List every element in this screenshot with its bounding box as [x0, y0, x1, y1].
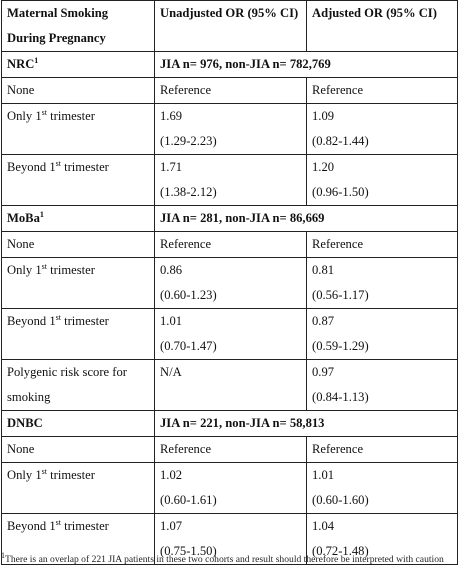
table-footnote: $^1$There is an overlap of 221 JIA patients in these two cohorts and result should therefore be interpreted with caution: [1, 550, 444, 565]
row-label: None: [2, 437, 155, 463]
unadjusted-value: Reference: [155, 78, 307, 104]
section-row-moba: [2, 206, 458, 232]
section-row-nrc: [2, 52, 458, 78]
unadjusted-value: 1.01 (0.70-1.47): [155, 309, 307, 360]
row-label: Polygenic risk score for smoking: [2, 360, 155, 411]
header-cell-unadjusted: Unadjusted OR (95% CI): [155, 1, 307, 52]
section-label: NRC$^1$: [2, 52, 155, 78]
unadjusted-value: 1.07 (0.75-1.50): [155, 514, 307, 565]
table-row: [2, 258, 458, 309]
adjusted-value: 1.20 (0.96-1.50): [307, 155, 458, 206]
unadjusted-value: 0.86 (0.60-1.23): [155, 258, 307, 309]
row-label: Beyond 1st trimester: [2, 309, 155, 360]
row-label: None: [2, 78, 155, 104]
adjusted-value: 1.01 (0.60-1.60): [307, 463, 458, 514]
unadjusted-value: N/A: [155, 360, 307, 411]
section-counts: JIA n= 976, non-JIA n= 782,769: [155, 52, 458, 78]
adjusted-value: Reference: [307, 78, 458, 104]
unadjusted-value: 1.69 (1.29-2.23): [155, 104, 307, 155]
results-table: [1, 0, 458, 565]
header-cell-exposure: Maternal Smoking During Pregnancy: [2, 1, 155, 52]
unadjusted-value: 1.02 (0.60-1.61): [155, 463, 307, 514]
row-label: Only 1st trimester: [2, 463, 155, 514]
header-cell-adjusted: Adjusted OR (95% CI): [307, 1, 458, 52]
adjusted-value: 0.87 (0.59-1.29): [307, 309, 458, 360]
table-row: [2, 104, 458, 155]
section-row-dnbc: [2, 411, 458, 437]
section-counts: JIA n= 281, non-JIA n= 86,669: [155, 206, 458, 232]
section-counts: JIA n= 221, non-JIA n= 58,813: [155, 411, 458, 437]
adjusted-value: 0.97 (0.84-1.13): [307, 360, 458, 411]
row-label: Only 1st trimester: [2, 104, 155, 155]
adjusted-value: Reference: [307, 232, 458, 258]
adjusted-value: Reference: [307, 437, 458, 463]
unadjusted-value: Reference: [155, 437, 307, 463]
adjusted-value: 0.81 (0.56-1.17): [307, 258, 458, 309]
table-row: [2, 232, 458, 258]
section-label: MoBa$^1$: [2, 206, 155, 232]
header-row: [2, 1, 458, 52]
table-row: [2, 155, 458, 206]
table-row: [2, 437, 458, 463]
table-row: [2, 309, 458, 360]
section-label: DNBC: [2, 411, 155, 437]
row-label: None: [2, 232, 155, 258]
table-row: [2, 360, 458, 411]
adjusted-value: 1.04 (0.72-1.48): [307, 514, 458, 565]
row-label: Only 1st trimester: [2, 258, 155, 309]
row-label: Beyond 1st trimester: [2, 514, 155, 565]
adjusted-value: 1.09 (0.82-1.44): [307, 104, 458, 155]
unadjusted-value: Reference: [155, 232, 307, 258]
table-row: [2, 463, 458, 514]
row-label: Beyond 1st trimester: [2, 155, 155, 206]
table-row: [2, 78, 458, 104]
unadjusted-value: 1.71 (1.38-2.12): [155, 155, 307, 206]
